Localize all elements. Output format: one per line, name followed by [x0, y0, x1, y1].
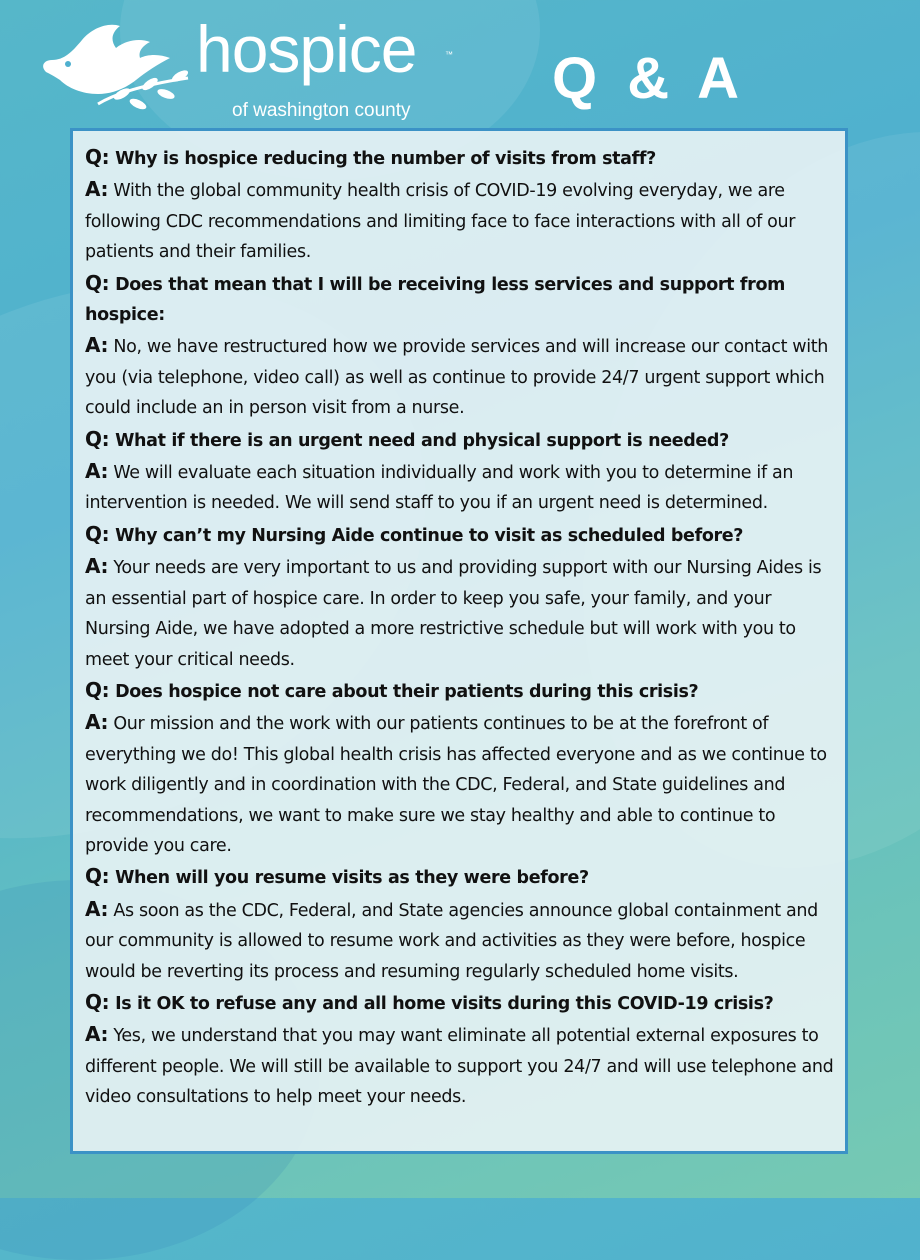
answer	[85, 894, 837, 987]
dove-logo-icon	[38, 20, 198, 118]
brand-name: hospice	[196, 12, 417, 86]
q-label: Q:	[85, 145, 110, 169]
question	[85, 268, 837, 331]
question-text: Why can’t my Nursing Aide continue to visit as scheduled before?	[115, 525, 744, 546]
answer	[85, 707, 837, 861]
brand-subtitle: of washington county	[232, 100, 411, 121]
q-label: Q:	[85, 521, 110, 546]
question-text: When will you resume visits as they were before?	[115, 868, 589, 889]
a-label: A:	[85, 710, 109, 735]
answer-text: Our mission and the work with our patients continues to be at the forefront of everything we do! This global health crisis has affected everyone and as we continue to work diligently and in coordination with the CDC, Federal, and State guidelines and recommendations, we want to make sure we stay healthy and able to continue to provide you care.	[85, 714, 827, 856]
answer-text: No, we have restructured how we provide services and will increase our contact with you (via telephone, video call) as well as continue to provide 24/7 urgent support which could include an in person visit from a nurse.	[85, 337, 829, 419]
question	[85, 675, 837, 707]
question	[85, 519, 837, 551]
q-label: Q:	[85, 270, 110, 295]
question	[85, 987, 837, 1019]
qa-item	[85, 675, 837, 861]
question-text: Is it OK to refuse any and all home visits during this COVID-19 crisis?	[115, 993, 774, 1014]
question-text: Does hospice not care about their patients during this crisis?	[115, 681, 699, 702]
qa-item	[85, 142, 837, 268]
q-label: Q:	[85, 989, 110, 1014]
answer-text: With the global community health crisis of COVID-19 evolving everyday, we are following CDC recommendations and limiting face to face interactions with all of our patients and their families.	[85, 181, 796, 263]
answer-text: Yes, we understand that you may want eliminate all potential external exposures to different people. We will still be available to support you 24/7 and will use telephone and video consultations to help meet your needs.	[85, 1026, 834, 1108]
question	[85, 142, 837, 174]
question	[85, 424, 837, 456]
page-title: Q & A	[552, 46, 746, 111]
a-label: A:	[85, 1022, 109, 1047]
qa-item	[85, 268, 837, 424]
q-label: Q:	[85, 864, 110, 889]
answer-text: As soon as the CDC, Federal, and State agencies announce global containment and our community is allowed to resume work and activities as they were before, hospice would be reverting its process and resuming regularly scheduled home visits.	[85, 900, 818, 982]
trademark-mark: ™	[445, 50, 453, 59]
answer	[85, 456, 837, 519]
answer-text: Your needs are very important to us and providing support with our Nursing Aides is an essential part of hospice care. In order to keep you safe, your family, and your Nursing Aide, we have adopted a more restrictive schedule but will work with you to meet your critical needs.	[85, 558, 822, 670]
question-text: Does that mean that I will be receiving less services and support from hospice:	[85, 274, 786, 326]
answer	[85, 330, 837, 423]
qa-item	[85, 987, 837, 1113]
qa-item	[85, 424, 837, 519]
question-text: What if there is an urgent need and physical support is needed?	[115, 430, 729, 451]
a-label: A:	[85, 177, 109, 202]
answer	[85, 1019, 837, 1112]
qa-item	[85, 519, 837, 675]
qa-item	[85, 861, 837, 987]
question-text: Why is hospice reducing the number of visits from staff?	[115, 149, 656, 169]
question	[85, 861, 837, 893]
answer-text: We will evaluate each situation individually and work with you to determine if an intervention is needed. We will send staff to you if an urgent need is determined.	[85, 463, 794, 514]
a-label: A:	[85, 554, 109, 579]
qa-panel	[70, 128, 848, 1154]
q-label: Q:	[85, 677, 110, 702]
a-label: A:	[85, 459, 109, 484]
a-label: A:	[85, 896, 109, 921]
q-label: Q:	[85, 426, 110, 451]
answer	[85, 174, 837, 267]
a-label: A:	[85, 333, 109, 358]
answer	[85, 551, 837, 675]
header	[0, 0, 920, 128]
